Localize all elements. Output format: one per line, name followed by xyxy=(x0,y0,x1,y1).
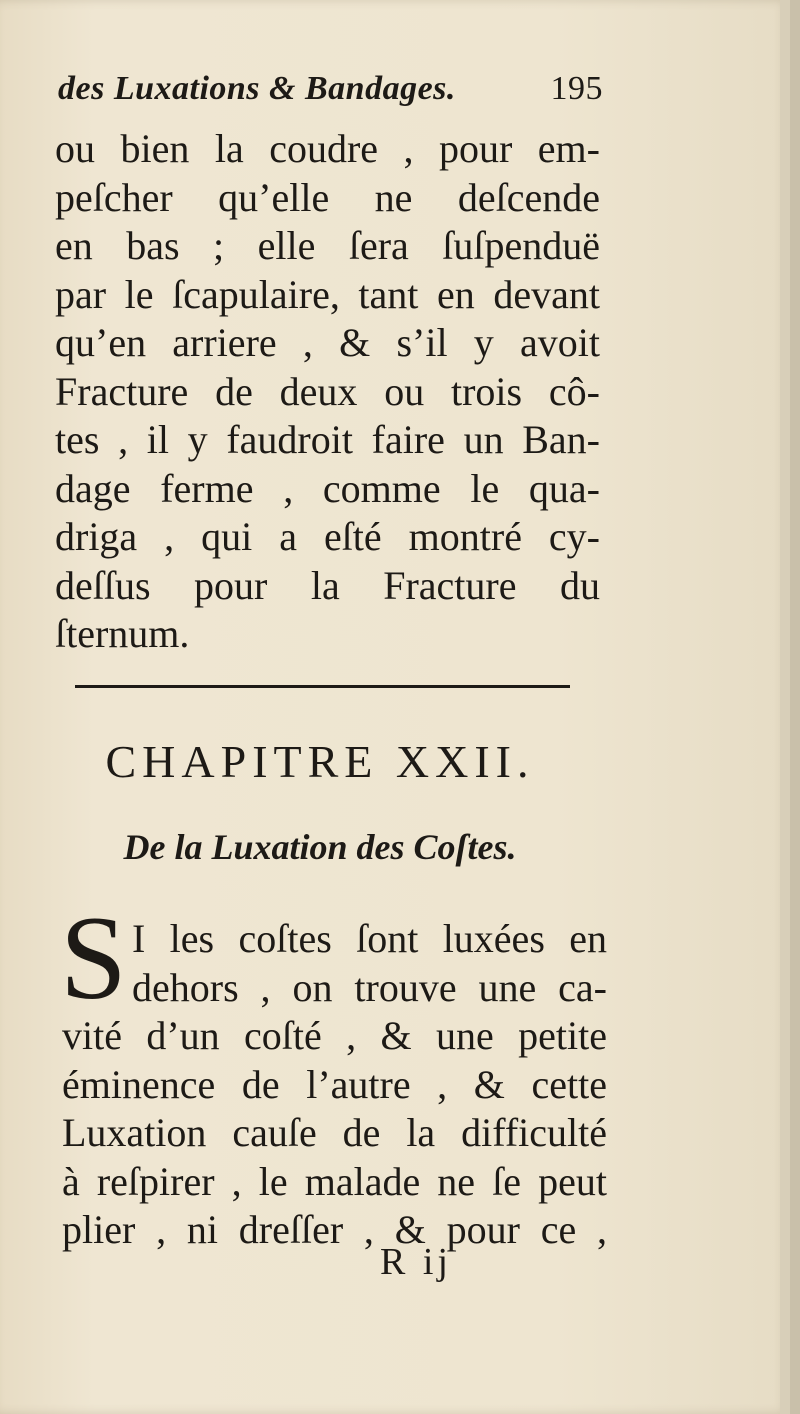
text-line: par le ſcapulaire, tant en devant xyxy=(55,271,600,317)
text-line: éminence de l’autre , & cette xyxy=(62,1061,607,1107)
page-number: 195 xyxy=(550,70,603,107)
text-line: en bas ; elle ſera ſuſpenduë xyxy=(55,223,600,268)
text-line: Luxation cauſe de la difficulté xyxy=(62,1110,607,1155)
section-divider xyxy=(75,685,570,688)
text-line: peſcher qu’elle ne deſcende xyxy=(55,174,600,220)
text-line: tes , il y faudroit faire un Ban- xyxy=(55,417,600,462)
page-edge xyxy=(780,0,790,1414)
chapter-heading: CHAPITRE XXII. xyxy=(105,736,535,787)
running-title: des Luxations & Bandages. xyxy=(58,70,456,107)
text-line: à reſpirer , le malade ne ſe peut xyxy=(62,1158,607,1204)
text-line: dehors , on trouve une ca- xyxy=(132,964,607,1010)
text-line: I les coſtes ſont luxées en xyxy=(132,916,607,961)
text-line: vité d’un coſté , & une petite xyxy=(62,1013,607,1058)
drop-cap: S xyxy=(60,891,127,1024)
text-line: deſſus pour la Fracture du xyxy=(55,562,600,608)
chapter-subtitle: De la Luxation des Coſtes. xyxy=(123,827,517,867)
text-line: driga , qui a eſté montré cy- xyxy=(55,514,600,559)
running-header xyxy=(58,70,603,108)
text-line: qu’en arriere , & s’il y avoit xyxy=(55,320,600,365)
paragraph-continued xyxy=(55,125,600,659)
text-line: dage ferme , comme le qua- xyxy=(55,465,600,511)
signature-mark: R ij xyxy=(380,1241,452,1283)
text-line: Fracture de deux ou trois cô- xyxy=(55,368,600,414)
text-line: ſternum. xyxy=(55,611,190,656)
text-line: plier , ni dreſſer , & pour ce , xyxy=(62,1207,607,1252)
text-line: ou bien la coudre , pour em- xyxy=(55,126,600,171)
chapter-paragraph xyxy=(62,915,607,1255)
